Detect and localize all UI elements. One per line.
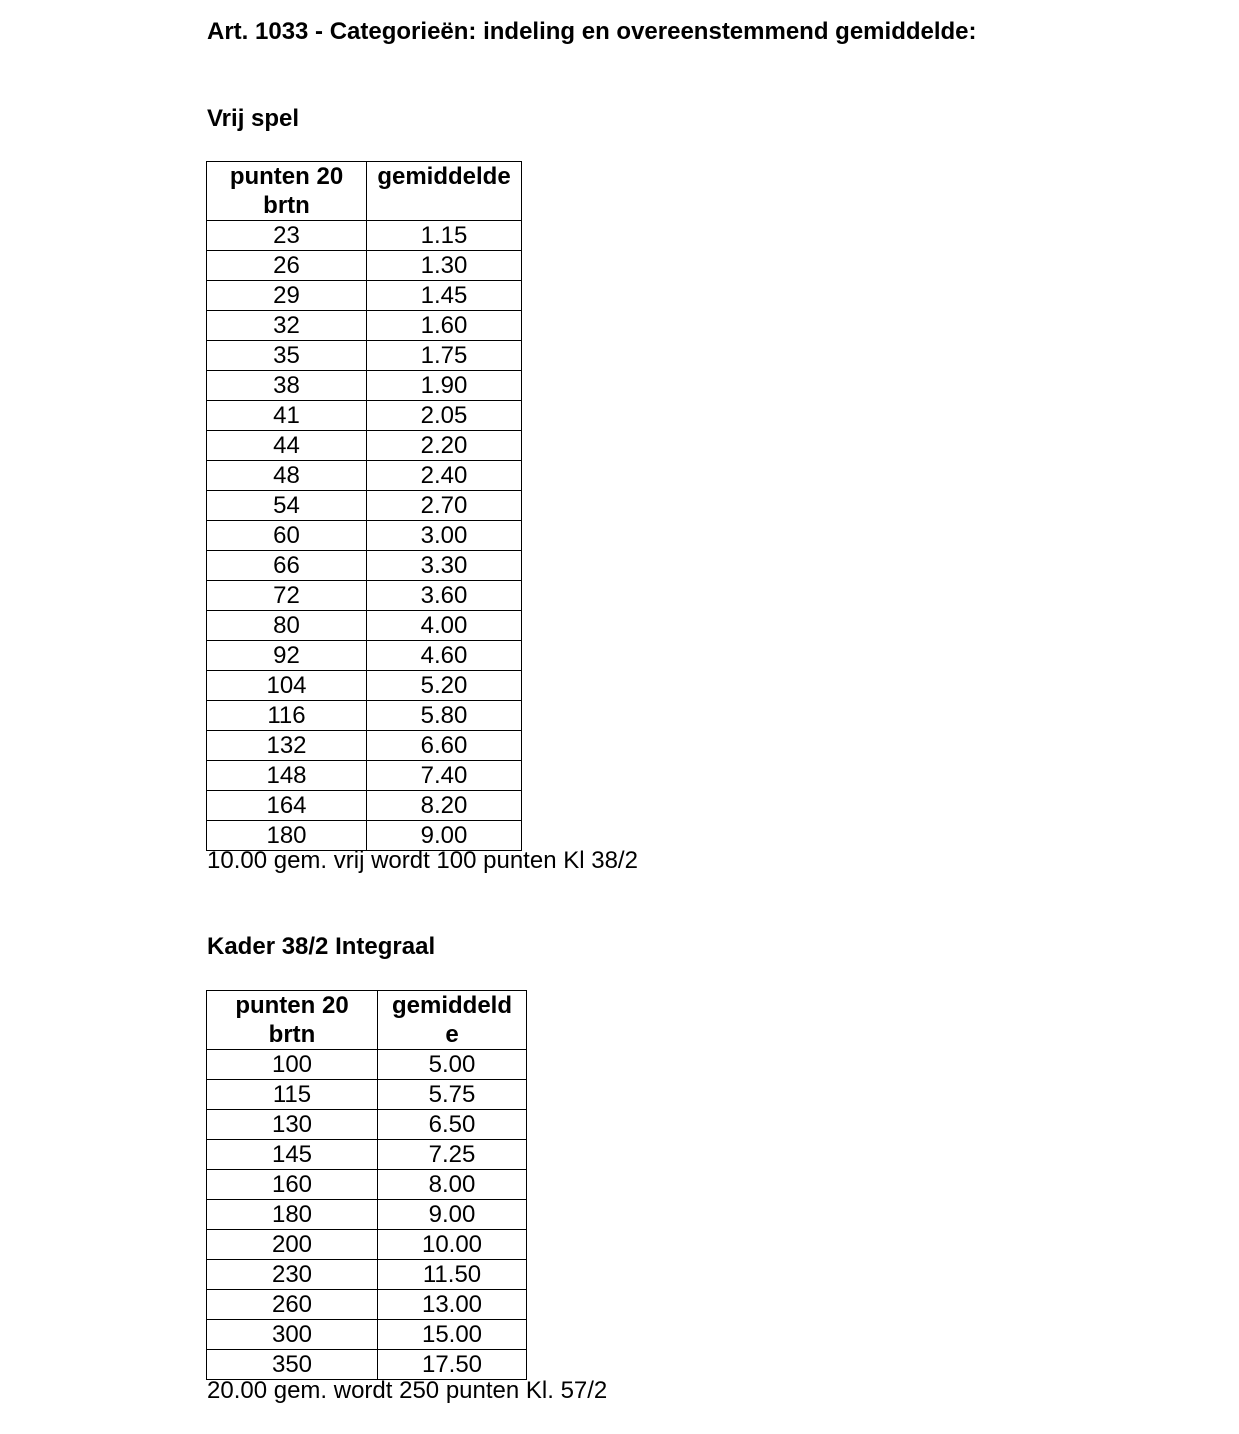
table-row (207, 1230, 527, 1260)
cell-gemiddelde: 4.00 (367, 611, 522, 641)
cell-gemiddelde: 7.40 (367, 761, 522, 791)
cell-punten: 132 (207, 731, 367, 761)
cell-punten: 164 (207, 791, 367, 821)
cell-gemiddelde: 9.00 (367, 821, 522, 851)
cell-gemiddelde: 3.00 (367, 521, 522, 551)
table-row (207, 1350, 527, 1380)
section-title-kader-38-2: Kader 38/2 Integraal (207, 933, 436, 960)
cell-punten: 72 (207, 581, 367, 611)
column-header-gemiddelde: gemiddeld e (378, 991, 527, 1050)
cell-punten: 80 (207, 611, 367, 641)
table-row (207, 1200, 527, 1230)
cell-punten: 32 (207, 311, 367, 341)
cell-punten: 60 (207, 521, 367, 551)
table-vrij-spel (206, 161, 522, 851)
table-row (207, 701, 522, 731)
table-row (207, 1080, 527, 1110)
cell-gemiddelde: 1.30 (367, 251, 522, 281)
cell-gemiddelde: 3.30 (367, 551, 522, 581)
cell-punten: 41 (207, 401, 367, 431)
cell-punten: 230 (207, 1260, 378, 1290)
cell-punten: 44 (207, 431, 367, 461)
cell-punten: 29 (207, 281, 367, 311)
cell-gemiddelde: 5.80 (367, 701, 522, 731)
cell-punten: 200 (207, 1230, 378, 1260)
table-row (207, 1260, 527, 1290)
table-row (207, 1290, 527, 1320)
cell-gemiddelde: 6.60 (367, 731, 522, 761)
cell-punten: 35 (207, 341, 367, 371)
cell-punten: 92 (207, 641, 367, 671)
table-row (207, 761, 522, 791)
cell-gemiddelde: 5.20 (367, 671, 522, 701)
table-header-row (207, 162, 522, 221)
table-row (207, 221, 522, 251)
table-row (207, 1110, 527, 1140)
cell-gemiddelde: 2.40 (367, 461, 522, 491)
cell-gemiddelde: 2.70 (367, 491, 522, 521)
cell-punten: 260 (207, 1290, 378, 1320)
cell-gemiddelde: 13.00 (378, 1290, 527, 1320)
table-row (207, 581, 522, 611)
cell-gemiddelde: 4.60 (367, 641, 522, 671)
table-row (207, 431, 522, 461)
cell-punten: 300 (207, 1320, 378, 1350)
cell-gemiddelde: 1.75 (367, 341, 522, 371)
cell-gemiddelde: 1.15 (367, 221, 522, 251)
cell-gemiddelde: 10.00 (378, 1230, 527, 1260)
cell-punten: 160 (207, 1170, 378, 1200)
cell-punten: 130 (207, 1110, 378, 1140)
table-row (207, 461, 522, 491)
cell-gemiddelde: 3.60 (367, 581, 522, 611)
table-row (207, 641, 522, 671)
cell-gemiddelde: 5.75 (378, 1080, 527, 1110)
cell-punten: 350 (207, 1350, 378, 1380)
table-row (207, 551, 522, 581)
cell-gemiddelde: 2.20 (367, 431, 522, 461)
cell-gemiddelde: 1.45 (367, 281, 522, 311)
table-row (207, 1320, 527, 1350)
cell-punten: 116 (207, 701, 367, 731)
cell-punten: 100 (207, 1050, 378, 1080)
cell-gemiddelde: 8.20 (367, 791, 522, 821)
table-row (207, 251, 522, 281)
cell-punten: 26 (207, 251, 367, 281)
table-kader-38-2 (206, 990, 527, 1380)
table-row (207, 341, 522, 371)
page-title: Art. 1033 - Categorieën: indeling en overeenstemmend gemiddelde: (207, 18, 977, 45)
cell-gemiddelde: 5.00 (378, 1050, 527, 1080)
cell-gemiddelde: 2.05 (367, 401, 522, 431)
cell-punten: 148 (207, 761, 367, 791)
note-kader-38-2: 20.00 gem. wordt 250 punten Kl. 57/2 (207, 1377, 608, 1404)
table-row (207, 731, 522, 761)
table-row (207, 1170, 527, 1200)
cell-gemiddelde: 1.90 (367, 371, 522, 401)
table-row (207, 371, 522, 401)
cell-punten: 115 (207, 1080, 378, 1110)
table-row (207, 281, 522, 311)
column-header-punten: punten 20 brtn (207, 991, 378, 1050)
cell-punten: 145 (207, 1140, 378, 1170)
cell-gemiddelde: 9.00 (378, 1200, 527, 1230)
cell-gemiddelde: 7.25 (378, 1140, 527, 1170)
cell-gemiddelde: 15.00 (378, 1320, 527, 1350)
table-row (207, 1140, 527, 1170)
cell-punten: 48 (207, 461, 367, 491)
table-row (207, 671, 522, 701)
cell-punten: 38 (207, 371, 367, 401)
table-row (207, 401, 522, 431)
cell-gemiddelde: 1.60 (367, 311, 522, 341)
table-row (207, 311, 522, 341)
cell-gemiddelde: 11.50 (378, 1260, 527, 1290)
cell-gemiddelde: 6.50 (378, 1110, 527, 1140)
table-row (207, 611, 522, 641)
note-vrij-spel: 10.00 gem. vrij wordt 100 punten Kl 38/2 (207, 847, 638, 874)
table-row (207, 1050, 527, 1080)
table-header-row (207, 991, 527, 1050)
cell-gemiddelde: 17.50 (378, 1350, 527, 1380)
cell-punten: 23 (207, 221, 367, 251)
cell-punten: 66 (207, 551, 367, 581)
cell-punten: 180 (207, 1200, 378, 1230)
table-row (207, 791, 522, 821)
column-header-gemiddelde: gemiddelde (367, 162, 522, 221)
cell-gemiddelde: 8.00 (378, 1170, 527, 1200)
table-row (207, 491, 522, 521)
section-title-vrij-spel: Vrij spel (207, 105, 300, 132)
table-row (207, 521, 522, 551)
column-header-punten: punten 20 brtn (207, 162, 367, 221)
cell-punten: 180 (207, 821, 367, 851)
cell-punten: 54 (207, 491, 367, 521)
cell-punten: 104 (207, 671, 367, 701)
